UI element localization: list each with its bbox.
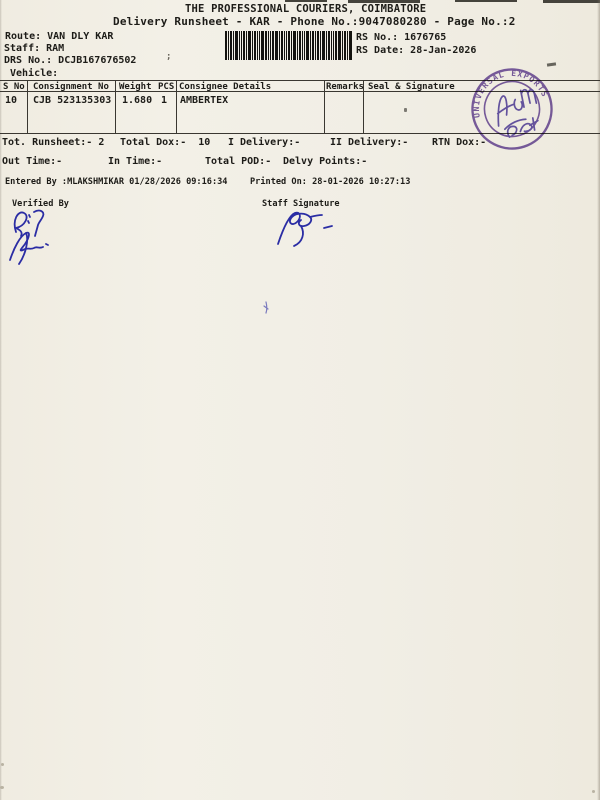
cell-s-no: 10 (5, 95, 18, 106)
table-column-line (27, 80, 28, 134)
col-header-consignee: Consignee Details (179, 82, 272, 92)
table-column-line (324, 80, 325, 134)
col-header-s-no: S No (3, 82, 25, 92)
scan-artifact (543, 0, 600, 3)
verified-by-signature (6, 206, 66, 266)
route-line: Route: VAN DLY KAR (5, 31, 114, 42)
rs-date-line: RS Date: 28-Jan-2026 (356, 45, 477, 56)
runsheet-subtitle: Delivery Runsheet - KAR - Phone No.:9047080280 - Page No.:2 (113, 15, 516, 28)
table-column-line (115, 80, 116, 134)
total-runsheet: Tot. Runsheet:- 2 (2, 137, 105, 148)
scan-artifact (455, 0, 517, 2)
staff-signature-label: Staff Signature (262, 199, 340, 209)
page-edge-shadow (0, 0, 2, 800)
first-delivery: I Delivery:- (228, 137, 301, 148)
company-title: THE PROFESSIONAL COURIERS, COIMBATORE (185, 3, 427, 15)
cell-consignee: AMBERTEX (180, 95, 229, 106)
seal-cell-ink-dot (404, 108, 407, 112)
cell-weight: 1.680 (122, 95, 153, 106)
rs-no-line: RS No.: 1676765 (356, 32, 447, 43)
col-header-remarks: Remarks (326, 82, 364, 92)
total-dox: Total Dox:- 10 (120, 137, 211, 148)
rtn-dox: RTN Dox:- (432, 137, 487, 148)
verified-by-label: Verified By (12, 199, 69, 209)
staff-signature (268, 206, 340, 256)
stamp-arc-text: UNIVERSAL EXPORTS (471, 68, 550, 119)
delvy-points: Delvy Points:- (283, 156, 368, 167)
printed-on-line: Printed On: 28-01-2026 10:27:13 (250, 177, 411, 187)
entered-by-line: Entered By :MLAKSHMIKAR 01/28/2026 09:16:34 (5, 177, 228, 187)
staff-line: Staff: RAM (4, 43, 65, 54)
company-stamp (466, 63, 558, 155)
scan-artifact (285, 0, 327, 2)
col-header-pcs: PCS (158, 82, 175, 92)
col-header-weight: Weight (119, 82, 152, 92)
stray-ink-mark: ; (166, 52, 172, 62)
svg-text:UNIVERSAL EXPORTS (462, 59, 550, 121)
barcode (225, 31, 352, 60)
out-time: Out Time:- (2, 156, 63, 167)
stray-ink-squiggle (260, 300, 272, 316)
vehicle-line: Vehicle: (10, 68, 59, 79)
in-time: In Time:- (108, 156, 163, 167)
col-header-consignment: Consignment No (33, 82, 109, 92)
second-delivery: II Delivery:- (330, 137, 409, 148)
scan-speck (592, 790, 595, 793)
col-header-seal: Seal & Signature (368, 82, 455, 92)
cell-pcs: 1 (161, 95, 168, 106)
table-column-line (176, 80, 177, 134)
drs-no-line: DRS No.: DCJB167676502 (4, 55, 137, 66)
cell-consignment: CJB 523135303 (33, 95, 112, 106)
scan-speck (1, 763, 4, 766)
scan-speck (0, 786, 4, 789)
total-pod: Total POD:- (205, 156, 272, 167)
